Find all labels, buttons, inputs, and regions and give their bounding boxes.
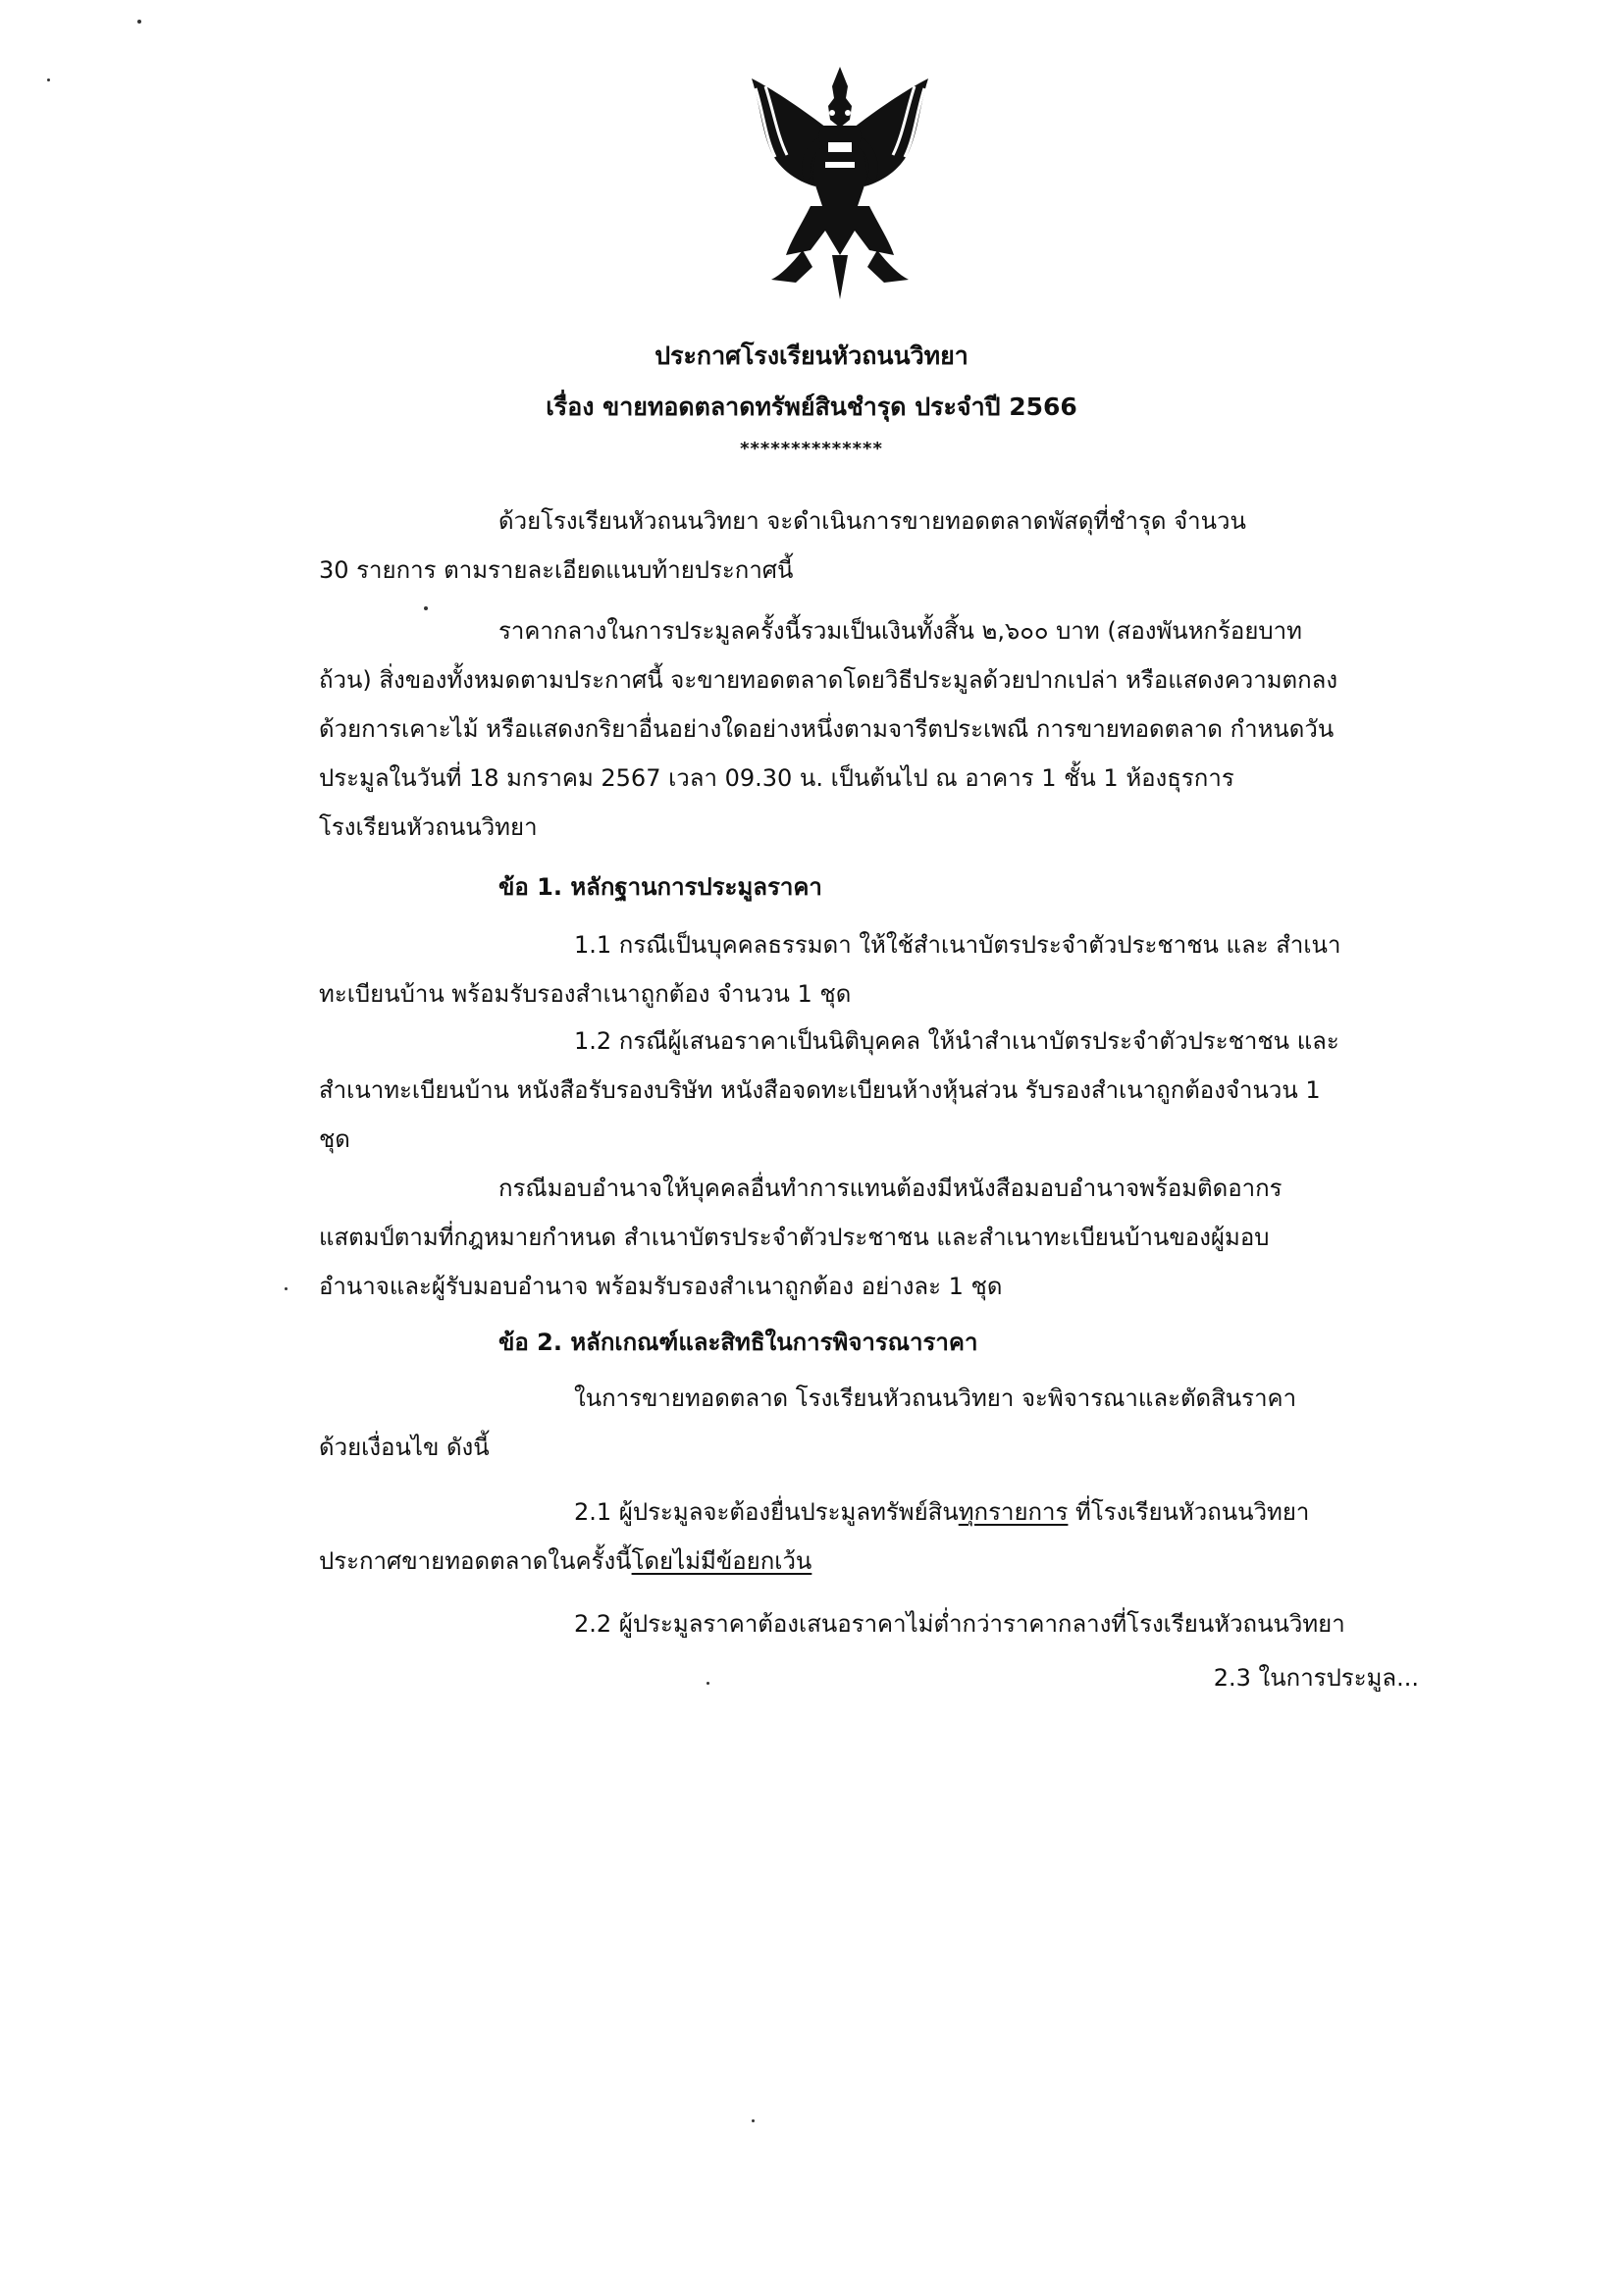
text-line: สำเนาทะเบียนบ้าน หนังสือรับรองบริษัท หนังสือจดทะเบียนห้างหุ้นส่วน รับรองสำเนาถูกต้องจำนวน 1: [319, 1076, 1321, 1104]
price-paragraph: [319, 606, 1418, 852]
text-line: 2.2 ผู้ประมูลราคาต้องเสนอราคาไม่ต่ำกว่าราคากลางที่โรงเรียนหัวถนนวิทยา: [574, 1610, 1345, 1638]
underlined-text: ทุกรายการ: [958, 1498, 1069, 1526]
text-fragment: ประกาศขายทอดตลาดในครั้งนี้: [319, 1547, 632, 1575]
text-line: ในการขายทอดตลาด โรงเรียนหัวถนนวิทยา จะพิจารณาและตัดสินราคา: [574, 1384, 1297, 1412]
text-line: ประมูลในวันที่ 18 มกราคม 2567 เวลา 09.30 น. เป็นต้นไป ณ อาคาร 1 ชั้น 1 ห้องธุรการ: [319, 764, 1234, 792]
title-separator: **************: [740, 439, 883, 459]
section-2-item-2: [319, 1599, 1418, 1648]
text-line: ด้วยโรงเรียนหัวถนนวิทยา จะดำเนินการขายทอดตลาดพัสดุที่ชำรุด จำนวน: [498, 507, 1246, 535]
text-line: กรณีมอบอำนาจให้บุคคลอื่นทำการแทนต้องมีหนังสือมอบอำนาจพร้อมติดอากร: [498, 1174, 1283, 1202]
text-line: ทะเบียนบ้าน พร้อมรับรองสำเนาถูกต้อง จำนวน 1 ชุด: [319, 980, 852, 1008]
text-line: ราคากลางในการประมูลครั้งนี้รวมเป็นเงินทั้งสิ้น ๒,๖๐๐ บาท (สองพันหกร้อยบาท: [498, 617, 1302, 645]
proxy-paragraph: [319, 1164, 1418, 1311]
text-line: ด้วยการเคาะไม้ หรือแสดงกริยาอื่นอย่างใดอย่างหนึ่งตามจารีตประเพณี การขายทอดตลาด กำหนดวัน: [319, 715, 1335, 743]
announcement-title: ประกาศโรงเรียนหัวถนนวิทยา: [654, 341, 969, 370]
text-fragment: ที่โรงเรียนหัวถนนวิทยา: [1068, 1498, 1310, 1526]
scan-speck: [424, 606, 428, 610]
text-fragment: 2.1 ผู้ประมูลจะต้องยื่นประมูลทรัพย์สิน: [574, 1498, 959, 1526]
underlined-text: โดยไม่มีข้อยกเว้น: [631, 1547, 812, 1575]
section-1-item-1: [319, 920, 1418, 1018]
text-line: [319, 1487, 1418, 1537]
section-1-heading: ข้อ 1. หลักฐานการประมูลราคา: [498, 873, 822, 901]
text-line: 1.1 กรณีเป็นบุคคลธรรมดา ให้ใช้สำเนาบัตรประจำตัวประชาชน และ สำเนา: [574, 931, 1341, 959]
garuda-emblem-icon: [742, 59, 938, 304]
intro-paragraph: [319, 496, 1418, 595]
text-line: [319, 1537, 1418, 1586]
text-line: แสตมป์ตามที่กฎหมายกำหนด สำเนาบัตรประจำตัวประชาชน และสำเนาทะเบียนบ้านของผู้มอบ: [319, 1224, 1270, 1251]
section-2-item-1: [319, 1487, 1418, 1586]
text-line: ชุด: [319, 1125, 350, 1153]
section-1-item-2: [319, 1017, 1418, 1164]
scan-speck: [285, 1287, 288, 1290]
section-2-intro: [319, 1374, 1418, 1472]
text-line: ด้วยเงื่อนไข ดังนี้: [319, 1434, 490, 1461]
text-line: 30 รายการ ตามรายละเอียดแนบท้ายประกาศนี้: [319, 556, 794, 584]
announcement-subject: เรื่อง ขายทอดตลาดทรัพย์สินชำรุด ประจำปี 2566: [546, 392, 1077, 421]
section-2-heading: ข้อ 2. หลักเกณฑ์และสิทธิในการพิจารณาราคา: [498, 1329, 978, 1356]
text-line: ถ้วน) สิ่งของทั้งหมดตามประกาศนี้ จะขายทอดตลาดโดยวิธีประมูลด้วยปากเปล่า หรือแสดงความตกลง: [319, 666, 1338, 694]
continuation-marker: 2.3 ในการประมูล...: [1213, 1664, 1419, 1692]
scan-speck: [707, 1682, 709, 1685]
scan-speck: [47, 78, 50, 81]
scan-speck: [137, 20, 141, 24]
text-line: อำนาจและผู้รับมอบอำนาจ พร้อมรับรองสำเนาถูกต้อง อย่างละ 1 ชุด: [319, 1273, 1003, 1300]
scan-speck: [752, 2119, 755, 2122]
text-line: 1.2 กรณีผู้เสนอราคาเป็นนิติบุคคล ให้นำสำเนาบัตรประจำตัวประชาชน และ: [574, 1027, 1339, 1055]
text-line: โรงเรียนหัวถนนวิทยา: [319, 813, 538, 841]
